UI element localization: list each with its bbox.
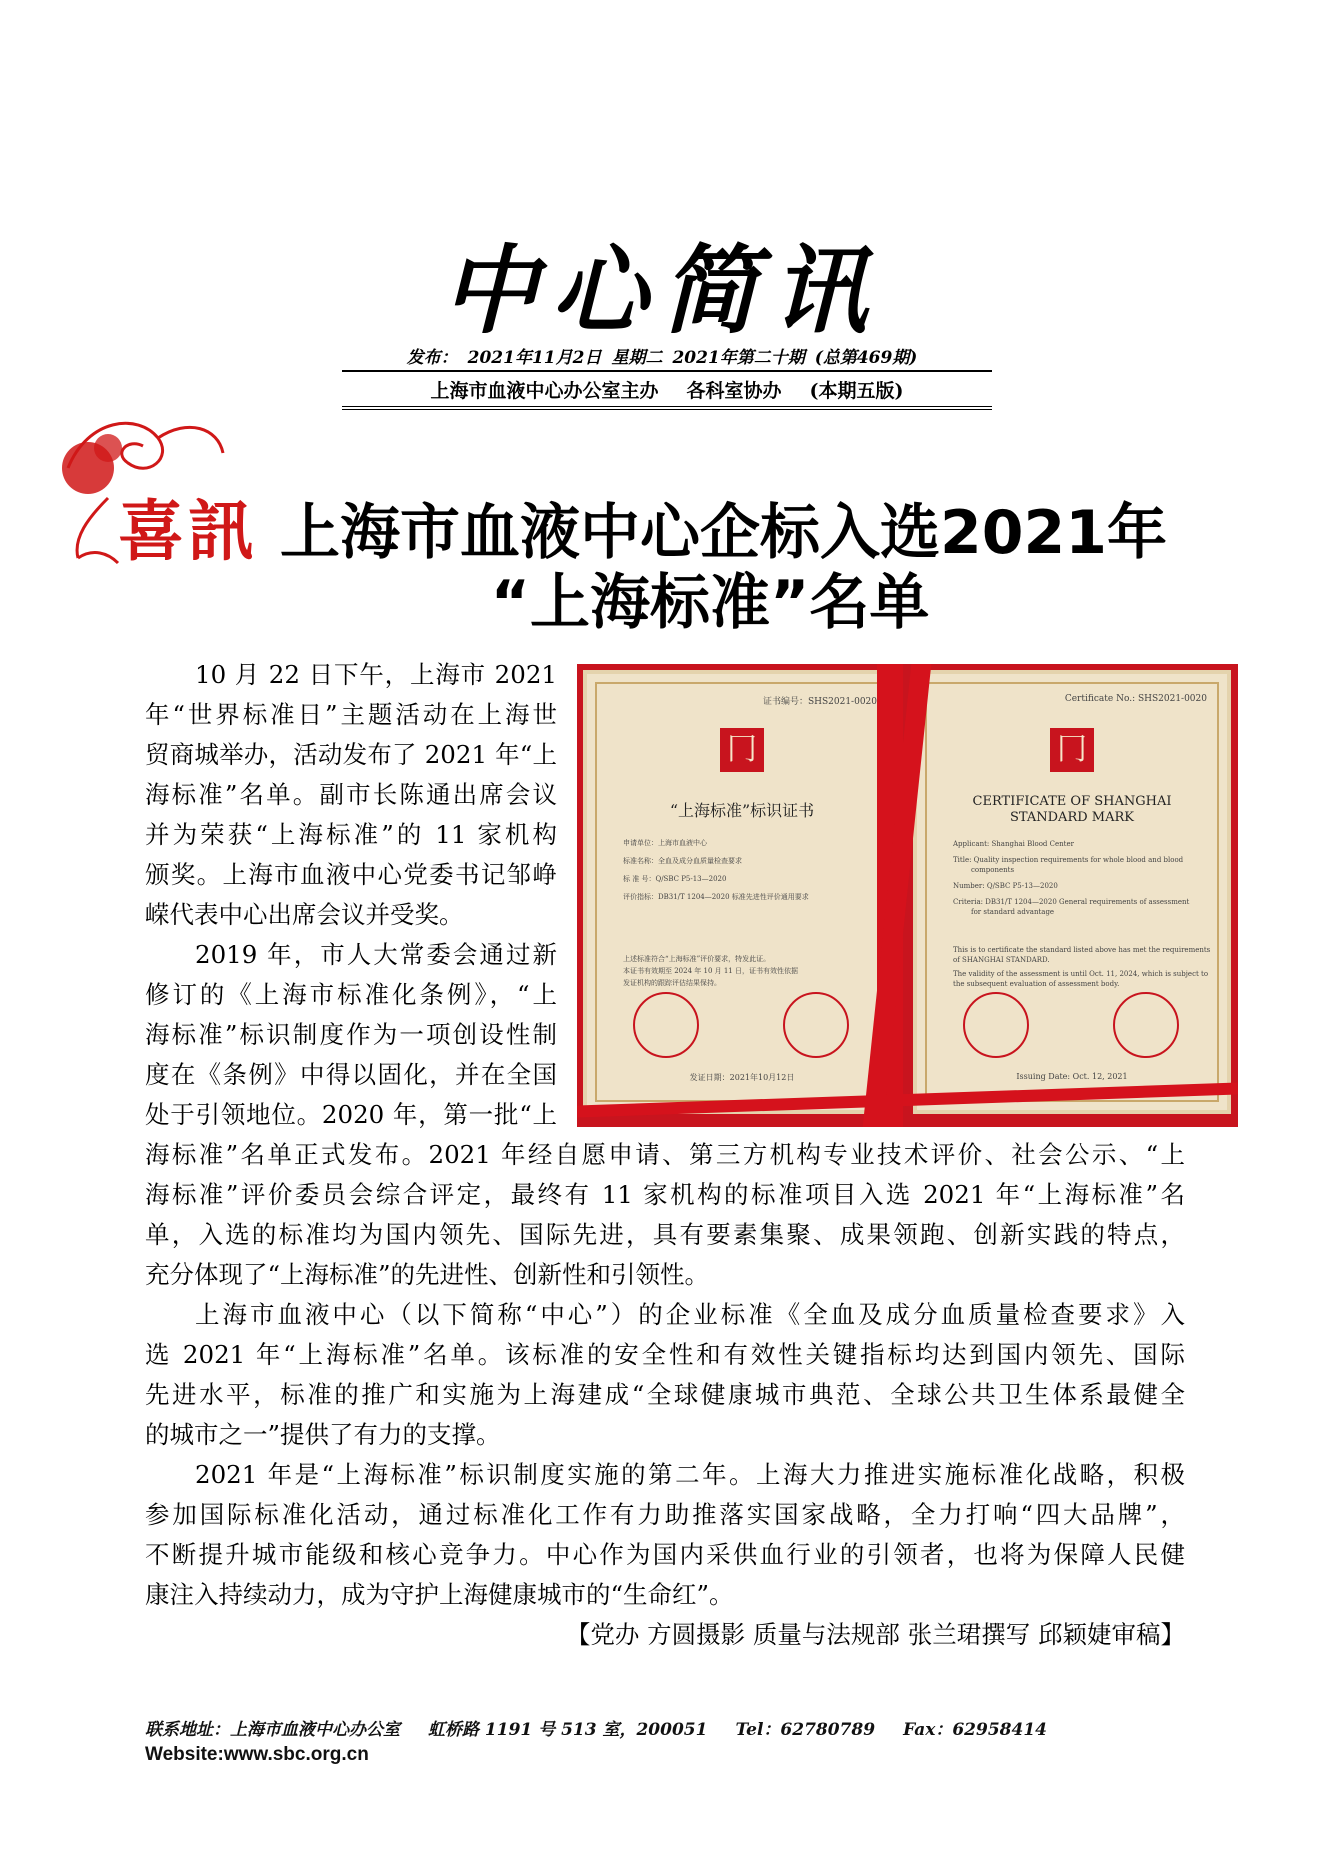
headline-line-2: “上海标准”名单: [490, 568, 930, 638]
organizer-host: 上海市血液中心办公室主办: [430, 380, 659, 402]
publish-label: 发布：: [406, 348, 458, 368]
text-line: 海标准”名单。副市长陈通出席会议: [145, 780, 557, 809]
shanghai-standard-logo-icon: 冂: [1050, 728, 1094, 772]
red-seal-icon: [1113, 992, 1179, 1058]
text-line: 2021 年是“上海标准”标识制度实施的第二年。上海大力推进实施标准化战略，积极: [195, 1460, 1185, 1489]
article-credit: 【党办 方圆摄影 质量与法规部 张兰珺撰写 邱颖婕审稿】: [565, 1620, 1185, 1649]
text-line: 贸商城举办，活动发布了 2021 年“上: [145, 740, 557, 769]
contact-street: 虹桥路 1191 号 513 室，200051: [428, 1720, 708, 1740]
certificate-title-line-2: STANDARD MARK: [1010, 810, 1134, 825]
paragraph-2-wide: [145, 1135, 1185, 1295]
issue-info: [342, 343, 992, 410]
newsletter-masthead: 中心简讯: [441, 234, 882, 347]
contact-tel: Tel：62780789: [735, 1720, 876, 1740]
certificate-row: Applicant: Shanghai Blood Center: [953, 840, 1074, 848]
text-line: 参加国际标准化活动，通过标准化工作有力助推落实国家战略，全力打响“四大品牌”，: [145, 1500, 1185, 1529]
certificate-english: [913, 670, 1231, 1114]
certificate-row: Title: Quality inspection requirements for whole blood and blood: [953, 856, 1184, 864]
text-line: 海标准”评价委员会综合评定，最终有 11 家机构的标准项目入选 2021 年“上海标准”名: [145, 1180, 1185, 1209]
certificate-row: 上述标准符合“上海标准”评价要求，特发此证。: [623, 955, 771, 963]
text-line: 修订的《上海市标准化条例》，“上: [145, 980, 557, 1009]
certificate-row: for standard advantage: [971, 908, 1055, 916]
text-line: 选 2021 年“上海标准”名单。该标准的安全性和有效性关键指标均达到国内领先、国际: [145, 1340, 1185, 1369]
certificate-photo: [577, 664, 1238, 1127]
text-line: 处于引领地位。2020 年，第一批“上: [145, 1100, 557, 1129]
issue-weekday: 星期二: [611, 348, 663, 368]
text-line: 10 月 22 日下午，上海市 2021: [195, 660, 557, 689]
certificate-row: the subsequent evaluation of assessment body.: [953, 980, 1120, 988]
certificate-number: 证书编号：SHS2021-0020: [762, 697, 877, 707]
certificate-row: 申请单位：上海市血液中心: [623, 839, 707, 847]
certificate-row: The validity of the assessment is until Oct. 11, 2024, which is subject to: [953, 970, 1209, 978]
issue-line: [342, 343, 992, 372]
certificate-title: “上海标准”标识证书: [669, 801, 815, 820]
certificate-date: 发证日期：2021年10月12日: [689, 1073, 795, 1082]
contact-fax: Fax：62958414: [903, 1720, 1047, 1740]
headline-line-1: 上海市血液中心企标入选2021年: [280, 498, 1167, 568]
text-line: 2019 年，市人大常委会通过新: [195, 940, 557, 969]
certificate-row: 标 准 号：Q/SBC P5-13—2020: [623, 875, 727, 883]
paragraph-3: [145, 1295, 1185, 1455]
red-seal-icon: [963, 992, 1029, 1058]
text-line: 先进水平，标准的推广和实施为上海建成“全球健康城市典范、全球公共卫生体系最健全: [145, 1380, 1185, 1409]
contact-address: 联系地址：上海市血液中心办公室: [145, 1720, 400, 1740]
issue-total: (总第469期): [814, 348, 918, 368]
text-line: 康注入持续动力，成为守护上海健康城市的“生命红”。: [145, 1580, 734, 1609]
text-line: 度在《条例》中得以固化，并在全国: [145, 1060, 557, 1089]
certificate-row: This is to certificate the standard listed above has met the requirements: [953, 946, 1211, 954]
certificate-row: Number: Q/SBC P5-13—2020: [953, 882, 1058, 890]
organizer-line: [342, 372, 992, 410]
red-seal-icon: [633, 992, 699, 1058]
shanghai-standard-logo-icon: 冂: [720, 728, 764, 772]
website-link[interactable]: Website:www.sbc.org.cn: [145, 1744, 369, 1765]
certificate-chinese: [583, 670, 901, 1114]
text-line: 海标准”标识制度作为一项创设性制: [145, 1020, 557, 1049]
red-seal-icon: [783, 992, 849, 1058]
certificate-row: 标准名称：全血及成分血质量检查要求: [623, 857, 742, 865]
issue-number: 2021年第二十期: [672, 348, 805, 368]
text-line: 嵘代表中心出席会议并受奖。: [145, 900, 464, 929]
organizer-assist: 各科室协办: [686, 380, 782, 402]
issue-date: 2021年11月2日: [467, 348, 602, 368]
text-line: 年“世界标准日”主题活动在上海世: [145, 700, 557, 729]
text-line: 不断提升城市能级和核心竞争力。中心作为国内采供血行业的引领者，也将为保障人民健: [145, 1540, 1185, 1569]
text-line: 充分体现了“上海标准”的先进性、创新性和引领性。: [145, 1260, 710, 1289]
certificate-title-line-1: CERTIFICATE OF SHANGHAI: [972, 794, 1172, 809]
certificate-number: Certificate No.: SHS2021-0020: [1064, 694, 1207, 704]
good-news-text: 喜訊: [118, 492, 258, 570]
paragraph-4: [145, 1455, 1185, 1655]
certificate-row: 本证书有效期至 2024 年 10 月 11 日，证书有效性依据: [623, 967, 798, 975]
paragraph-2-narrow: [145, 935, 557, 1135]
page-count: (本期五版): [809, 380, 904, 402]
article-headline: [280, 498, 1167, 638]
text-line: 海标准”名单正式发布。2021 年经自愿申请、第三方机构专业技术评价、社会公示、“上: [145, 1140, 1185, 1169]
text-line: 颁奖。上海市血液中心党委书记邹峥: [145, 860, 557, 889]
certificate-row: 发证机构的跟踪评估结果保持。: [623, 979, 721, 987]
text-line: 的城市之一”提供了有力的支撑。: [145, 1420, 501, 1449]
certificate-row: components: [971, 866, 1015, 874]
certificate-row: 评价指标：DB31/T 1204—2020 标准先进性评价通用要求: [623, 893, 809, 901]
paragraph-1: [145, 655, 557, 935]
text-line: 并为荣获“上海标准”的 11 家机构: [145, 820, 557, 849]
good-news-banner: [48, 408, 278, 568]
certificate-date: Issuing Date: Oct. 12, 2021: [1016, 1072, 1128, 1081]
certificate-row: of SHANGHAI STANDARD.: [953, 956, 1050, 964]
certificate-row: Criteria: DB31/T 1204—2020 General requirements of assessment: [953, 898, 1190, 906]
text-line: 单，入选的标准均为国内领先、国际先进，具有要素集聚、成果领跑、创新实践的特点，: [145, 1220, 1185, 1249]
contact-footer: [145, 1715, 1245, 1740]
text-line: 上海市血液中心（以下简称“中心”）的企业标准《全血及成分血质量检查要求》入: [195, 1300, 1185, 1329]
